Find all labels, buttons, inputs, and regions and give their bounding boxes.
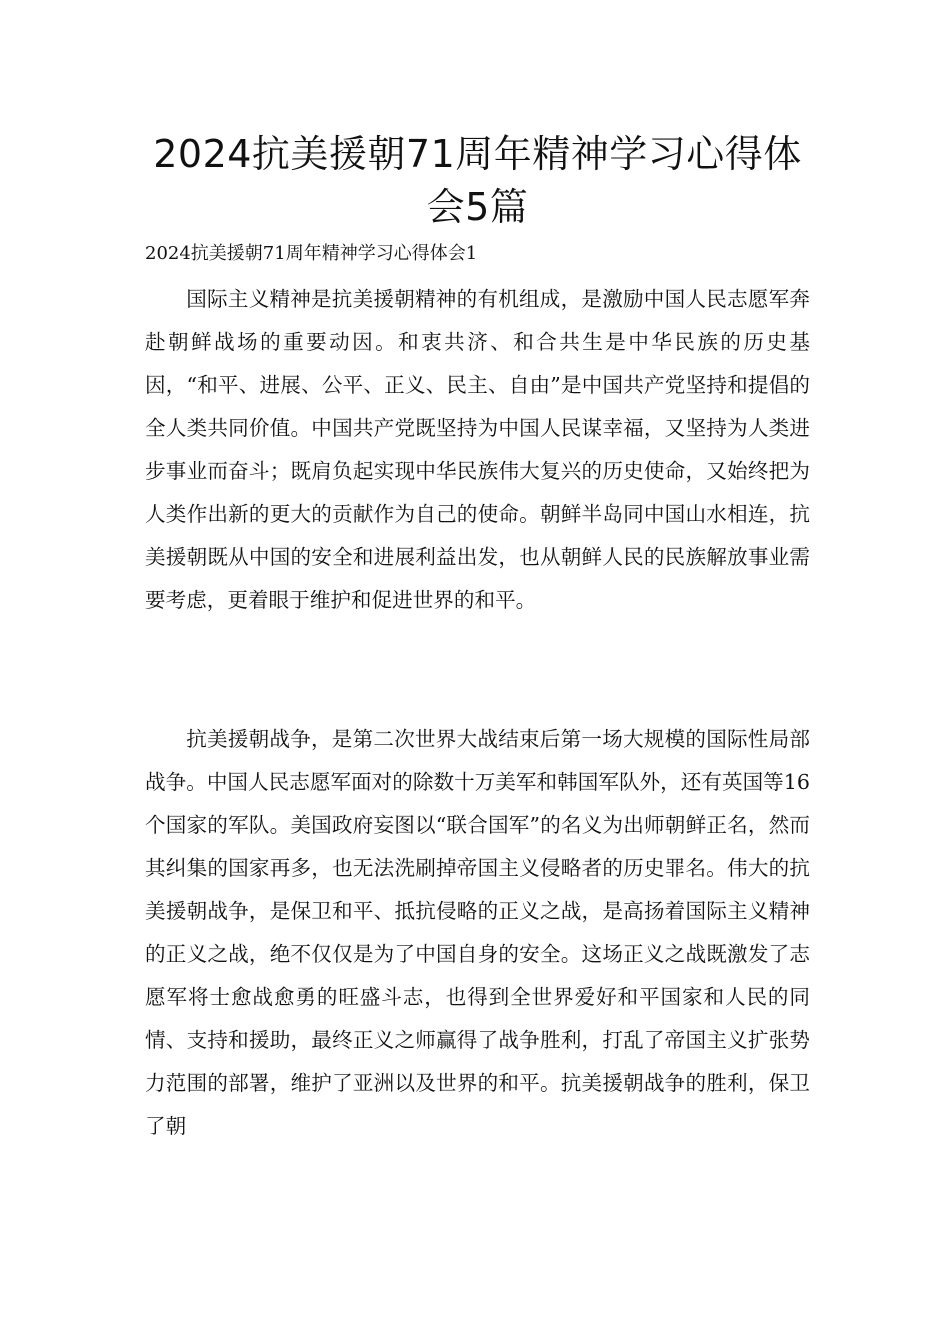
body-paragraph-1: 国际主义精神是抗美援朝精神的有机组成，是激励中国人民志愿军奔赴朝鲜战场的重要动因。和衷共济、和合共生是中华民族的历史基因，“和平、进展、公平、正义、民主、自由”是中国共产党坚持和提倡的全人类共同价值。中国共产党既坚持为中国人民谋幸福，又坚持为人类进步事业而奋斗；既肩负起实现中华民族伟大复兴的历史使命，又始终把为人类作出新的更大的贡献作为自己的使命。朝鲜半岛同中国山水相连，抗美援朝既从中国的安全和进展利益出发，也从朝鲜人民的民族解放事业需要考虑，更着眼于维护和促进世界的和平。 <box>145 287 810 612</box>
body-paragraph-2: 抗美援朝战争，是第二次世界大战结束后第一场大规模的国际性局部战争。中国人民志愿军面对的除数十万美军和韩国军队外，还有英国等16个国家的军队。美国政府妄图以“联合国军”的名义为出师朝鲜正名，然而其纠集的国家再多，也无法洗刷掉帝国主义侵略者的历史罪名。伟大的抗美援朝战争，是保卫和平、抵抗侵略的正义之战，是高扬着国际主义精神的正义之战，绝不仅仅是为了中国自身的安全。这场正义之战既激发了志愿军将士愈战愈勇的旺盛斗志，也得到全世界爱好和平国家和人民的同情、支持和援助，最终正义之师赢得了战争胜利，打乱了帝国主义扩张势力范围的部署，维护了亚洲以及世界的和平。抗美援朝战争的胜利，保卫了朝 <box>145 727 810 1138</box>
section-heading: 2024抗美援朝71周年精神学习心得体会1 <box>145 243 478 264</box>
document-title: 2024抗美援朝71周年精神学习心得体会5篇 <box>153 132 802 229</box>
